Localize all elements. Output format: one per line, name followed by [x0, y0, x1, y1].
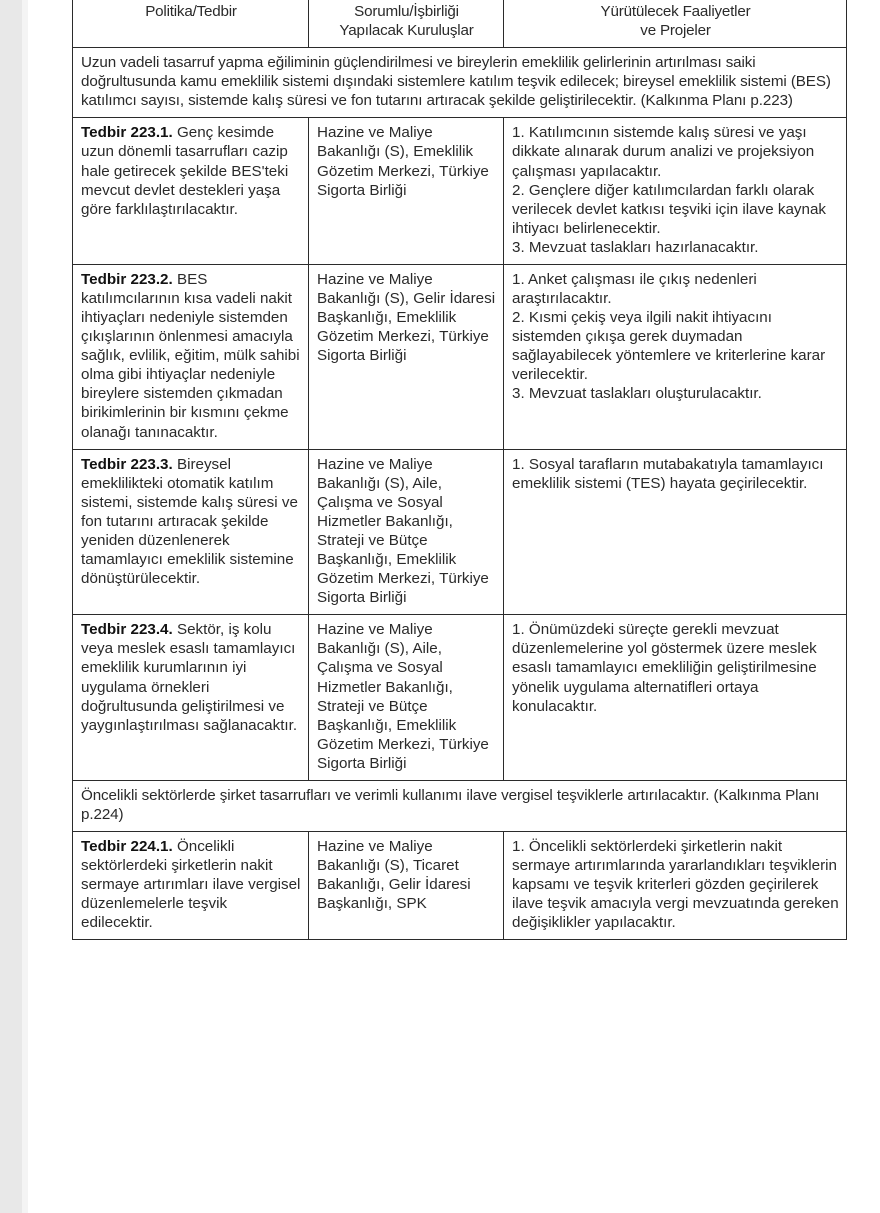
- activity-item: 1. Sosyal tarafların mutabakatıyla tamamlayıcı emeklilik sistemi (TES) hayata geçirilecektir.: [512, 455, 824, 492]
- activity-item: 1. Katılımcının sistemde kalış süresi ve yaşı dikkate alınarak durum analizi ve projeksiyon çalışması yapılacaktır.: [512, 124, 815, 180]
- measures-table: [72, 0, 847, 940]
- policy-text: Sektör, iş kolu veya meslek esaslı tamamlayıcı emeklilik kurumlarının iyi uygulama örnekleri doğrultusunda geliştirilmesi ve yaygınlaştırılması sağlanacaktır.: [81, 621, 298, 734]
- table-row: [73, 615, 847, 781]
- table-row: [73, 118, 847, 265]
- column-header-activities-line-1: Yürütülecek Faaliyetler: [600, 3, 751, 20]
- institutions-cell: Hazine ve Maliye Bakanlığı (S), Ticaret Bakanlığı, Gelir İdaresi Başkanlığı, SPK: [309, 832, 504, 940]
- activities-cell: [504, 615, 847, 781]
- activity-item: 1. Önümüzdeki süreçte gerekli mevzuat düzenlemelerine yol göstermek üzere meslek esaslı tamamlayıcı emekliliğin geliştirilmesine yönelik uygulama alternatifleri ortaya konulacaktır.: [512, 621, 817, 715]
- activities-cell: [504, 118, 847, 265]
- activity-item: 2. Kısmi çekiş veya ilgili nakit ihtiyacını sistemden çıkışa gerek duymadan sağlayabilecek yöntemlere ve kriterlerine karar verilecektir.: [512, 309, 826, 384]
- activity-item: 1. Anket çalışması ile çıkış nedenleri araştırılacaktır.: [512, 270, 757, 308]
- table-row: [73, 832, 847, 940]
- policy-cell: [73, 832, 309, 940]
- activity-item: 1. Öncelikli sektörlerdeki şirketlerin nakit sermaye artırımlarında yararlandıkları teşviklerin kapsamı ve teşvik kriterleri gözden geçirilerek ilave teşvik amacıyla vergi mevzuatında gereken değişiklikler yapılacaktır.: [512, 838, 839, 932]
- column-header-activities: [504, 0, 847, 48]
- activities-cell: [504, 264, 847, 449]
- policy-cell: [73, 118, 309, 265]
- column-header-policy-line-1: Politika/Tedbir: [145, 3, 237, 20]
- measure-label: Tedbir 223.1.: [81, 124, 173, 142]
- institutions-cell: Hazine ve Maliye Bakanlığı (S), Aile, Çalışma ve Sosyal Hizmetler Bakanlığı, Strateji ve Bütçe Başkanlığı, Emeklilik Gözetim Merkezi, Türkiye Sigorta Birliği: [309, 615, 504, 781]
- table-header: [73, 0, 847, 48]
- institutions-cell: Hazine ve Maliye Bakanlığı (S), Emeklilik Gözetim Merkezi, Türkiye Sigorta Birliği: [309, 118, 504, 265]
- column-header-institutions-line-1: Sorumlu/İşbirliği: [354, 3, 459, 20]
- measures-table-container: [72, 0, 846, 940]
- activities-cell: [504, 449, 847, 615]
- policy-cell: [73, 264, 309, 449]
- table-body: [73, 48, 847, 940]
- column-header-institutions: [309, 0, 504, 48]
- section-heading-224: Öncelikli sektörlerde şirket tasarrufları ve verimli kullanımı ilave vergisel teşviklerle artırılacaktır. (Kalkınma Planı p.224): [73, 780, 847, 831]
- section-heading-row: [73, 780, 847, 831]
- policy-text: BES katılımcılarının kısa vadeli nakit ihtiyaçları nedeniyle sistemden çıkışlarının önlenmesi amacıyla sağlık, evlilik, eğitim, mülk sahibi olma gibi ihtiyaçlar nedeniyle bireylere sistemden çıkmadan birikimlerinin bir kısmını çekme olanağı tanınacaktır.: [81, 270, 300, 441]
- measure-label: Tedbir 224.1.: [81, 838, 173, 856]
- policy-text: Öncelikli sektörlerdeki şirketlerin nakit sermaye artırımları ilave vergisel düzenlemelerle teşvik edilecektir.: [81, 838, 301, 932]
- column-header-policy: [73, 0, 309, 48]
- policy-cell: [73, 449, 309, 615]
- measure-label: Tedbir 223.3.: [81, 455, 173, 473]
- section-heading-223: Uzun vadeli tasarruf yapma eğiliminin güçlendirilmesi ve bireylerin emeklilik gelirlerinin artırılması saiki doğrultusunda kamu emeklilik sistemi dışındaki sistemlere katılım teşvik edilecek; bireysel emeklilik sistemi (BES) katılımcı sayısı, sistemde kalış süresi ve fon tutarını artıracak şekilde geliştirilecektir. (Kalkınma Planı p.223): [73, 48, 847, 118]
- document-page: [28, 0, 880, 1213]
- policy-text: Bireysel emeklilikteki otomatik katılım sistemi, sistemde kalış süresi ve fon tutarını artıracak şekilde yeniden düzenlenerek tamamlayıcı emeklilik sistemine dönüştürülecektir.: [81, 455, 298, 588]
- measure-label: Tedbir 223.4.: [81, 621, 173, 639]
- column-header-activities-line-2: ve Projeler: [640, 22, 711, 40]
- table-row: [73, 449, 847, 615]
- column-header-institutions-line-2: Yapılacak Kuruluşlar: [339, 22, 474, 40]
- section-heading-row: [73, 48, 847, 118]
- table-row: [73, 264, 847, 449]
- scan-margin-strip: [0, 0, 22, 1213]
- activity-item: 3. Mevzuat taslakları hazırlanacaktır.: [512, 238, 759, 256]
- activity-item: 2. Gençlere diğer katılımcılardan farklı olarak verilecek devlet katkısı teşviki için ilave kaynak ihtiyacı belirlenecektir.: [512, 181, 826, 237]
- policy-text: Genç kesimde uzun dönemli tasarrufları cazip hale getirecek şekilde BES'teki mevcut devlet destekleri yaşa göre farklılaştırılacaktır.: [81, 124, 289, 218]
- activities-cell: [504, 832, 847, 940]
- table-header-row: [73, 0, 847, 48]
- policy-cell: [73, 615, 309, 781]
- activity-item: 3. Mevzuat taslakları oluşturulacaktır.: [512, 385, 762, 403]
- measure-label: Tedbir 223.2.: [81, 270, 173, 288]
- institutions-cell: Hazine ve Maliye Bakanlığı (S), Aile, Çalışma ve Sosyal Hizmetler Bakanlığı, Strateji ve Bütçe Başkanlığı, Emeklilik Gözetim Merkezi, Türkiye Sigorta Birliği: [309, 449, 504, 615]
- institutions-cell: Hazine ve Maliye Bakanlığı (S), Gelir İdaresi Başkanlığı, Emeklilik Gözetim Merkezi, Türkiye Sigorta Birliği: [309, 264, 504, 449]
